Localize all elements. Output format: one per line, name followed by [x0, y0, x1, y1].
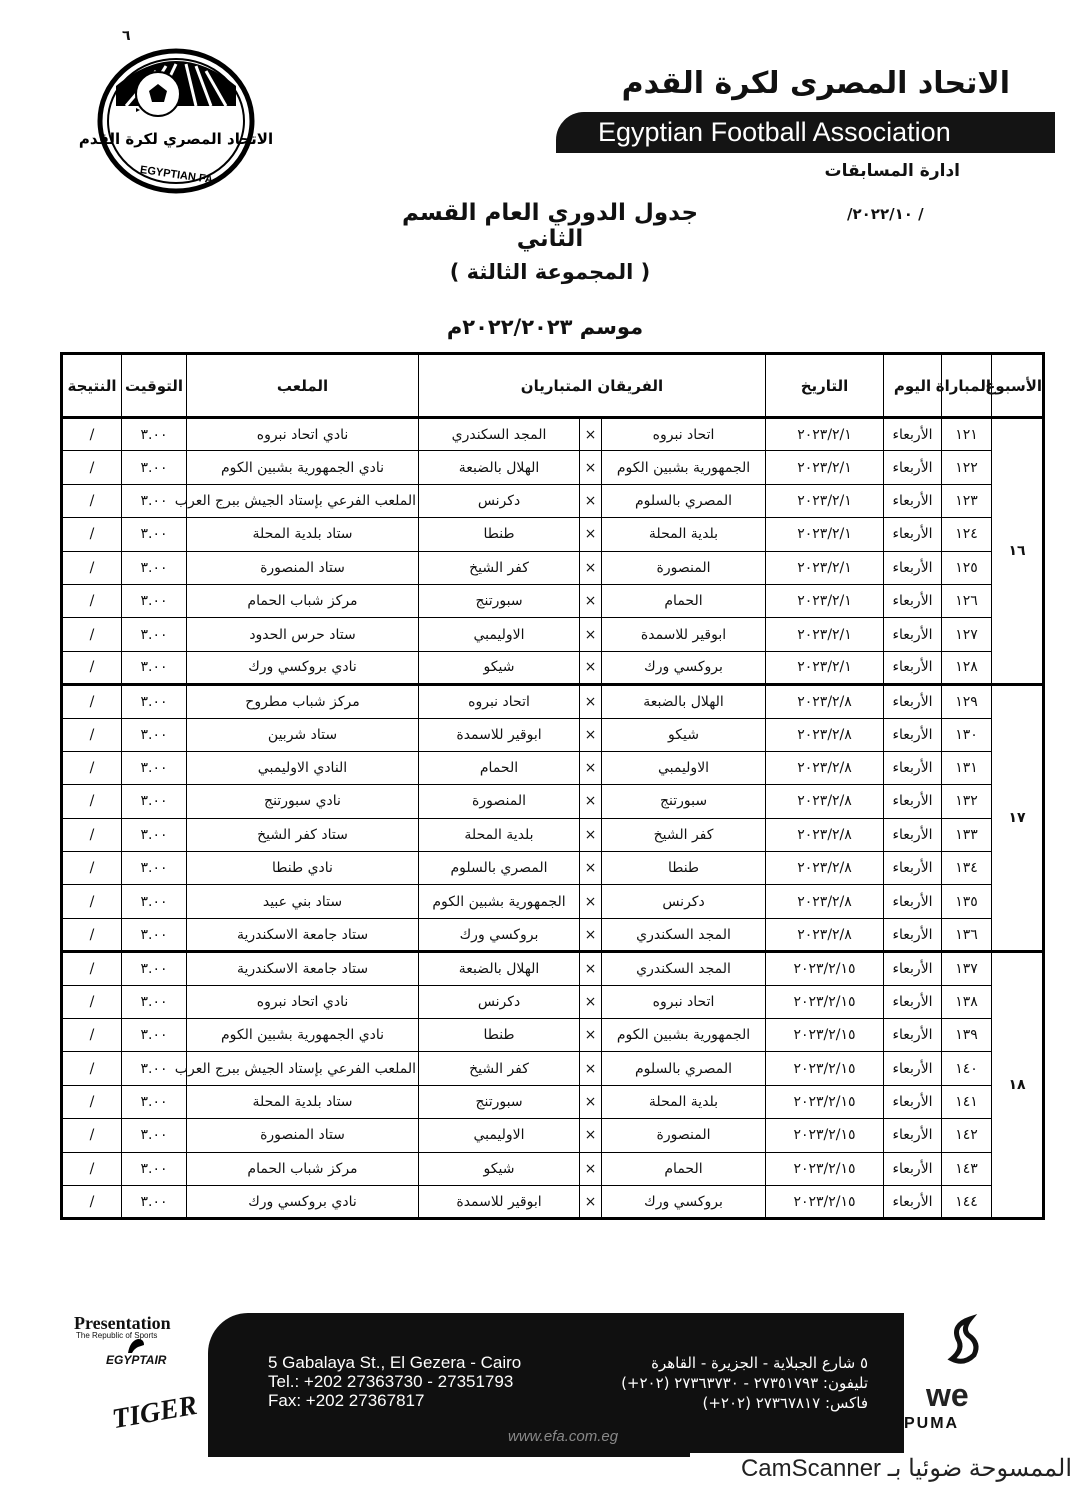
home-team: المجد السكندري [602, 952, 766, 985]
table-row [62, 484, 1044, 517]
match-time: ٣.٠٠ [122, 1019, 187, 1052]
address-en-line-3: Fax: +202 27367817 [268, 1391, 425, 1410]
match-number: ١٣٢ [942, 785, 992, 818]
vs-separator: × [580, 451, 602, 484]
away-team: سبورتنج [419, 1085, 580, 1118]
match-date: ٢٠٢٣/٢/١ [766, 651, 884, 684]
away-team: المنصورة [419, 785, 580, 818]
match-result: / [62, 451, 122, 484]
match-result: / [62, 718, 122, 751]
away-team: اتحاد نبروه [419, 685, 580, 718]
match-date: ٢٠٢٣/٢/٨ [766, 852, 884, 885]
document-date: / ٢٠٢٢/١٠/ [847, 205, 924, 223]
match-result: / [62, 651, 122, 684]
away-team: كفر الشيخ [419, 551, 580, 584]
away-team: بلدية المحلة [419, 818, 580, 851]
address-band [208, 1313, 1018, 1457]
table-row [62, 1152, 1044, 1185]
vs-separator: × [580, 1185, 602, 1218]
header-result: النتيجة [62, 354, 122, 418]
match-number: ١٢٨ [942, 651, 992, 684]
match-date: ٢٠٢٣/٢/١٥ [766, 1119, 884, 1152]
match-day: الأربعاء [884, 1085, 942, 1118]
match-date: ٢٠٢٣/٢/٨ [766, 918, 884, 951]
table-row [62, 852, 1044, 885]
match-day: الأربعاء [884, 618, 942, 651]
week-number: ١٨ [992, 952, 1044, 1219]
match-day: الأربعاء [884, 952, 942, 985]
match-number: ١٣٨ [942, 985, 992, 1018]
venue: نادي بروكسي ورك [187, 651, 419, 684]
federation-title-ar: الاتحاد المصرى لكرة القدم [621, 66, 1010, 101]
match-result: / [62, 885, 122, 918]
match-number: ١٣٠ [942, 718, 992, 751]
match-number: ١٣٤ [942, 852, 992, 885]
match-number: ١٢١ [942, 418, 992, 451]
venue: الملعب الفرعي بإستاد الجيش ببرج العرب [187, 1052, 419, 1085]
venue: ستاد بني عبيد [187, 885, 419, 918]
address-ar-line-3: فاكس: ٢٧٣٦٧٨١٧ (٢٠٢+) [702, 1394, 868, 1412]
match-date: ٢٠٢٣/٢/١٥ [766, 1185, 884, 1218]
we-logo: we [926, 1377, 969, 1413]
match-time: ٣.٠٠ [122, 484, 187, 517]
venue: ستاد بلدية المحلة [187, 1085, 419, 1118]
home-team: الجمهورية بشبين الكوم [602, 451, 766, 484]
address-en-line-1: 5 Gabalaya St., El Gezera - Cairo [268, 1353, 522, 1372]
match-date: ٢٠٢٣/٢/١ [766, 551, 884, 584]
away-team: الاوليمبي [419, 618, 580, 651]
home-team: الاوليمبي [602, 751, 766, 784]
page-number: ٦ [122, 28, 131, 44]
match-time: ٣.٠٠ [122, 785, 187, 818]
away-team: سبورتنج [419, 584, 580, 617]
home-team: المصري بالسلوم [602, 1052, 766, 1085]
home-team: الجمهورية بشبين الكوم [602, 1019, 766, 1052]
match-day: الأربعاء [884, 785, 942, 818]
presentation-logo: Presentation [74, 1313, 171, 1333]
match-number: ١٢٩ [942, 685, 992, 718]
match-result: / [62, 418, 122, 451]
vs-separator: × [580, 918, 602, 951]
match-time: ٣.٠٠ [122, 551, 187, 584]
match-result: / [62, 484, 122, 517]
home-team: ابوقير للاسمدة [602, 618, 766, 651]
match-day: الأربعاء [884, 751, 942, 784]
match-result: / [62, 952, 122, 985]
vs-separator: × [580, 751, 602, 784]
home-team: بلدية المحلة [602, 518, 766, 551]
match-number: ١٢٢ [942, 451, 992, 484]
match-day: الأربعاء [884, 484, 942, 517]
venue: ستاد بلدية المحلة [187, 518, 419, 551]
header-venue: الملعب [187, 354, 419, 418]
match-day: الأربعاء [884, 718, 942, 751]
efa-logo-icon [78, 46, 274, 196]
vs-separator: × [580, 818, 602, 851]
schedule-table [60, 352, 1045, 1220]
venue: ستاد كفر الشيخ [187, 818, 419, 851]
home-team: بروكسي ورك [602, 1185, 766, 1218]
venue: النادي الاوليمبي [187, 751, 419, 784]
match-day: الأربعاء [884, 451, 942, 484]
match-day: الأربعاء [884, 651, 942, 684]
match-time: ٣.٠٠ [122, 1085, 187, 1118]
match-result: / [62, 584, 122, 617]
away-team: المصري بالسلوم [419, 852, 580, 885]
away-team: شيكو [419, 651, 580, 684]
table-row [62, 551, 1044, 584]
address-ar-line-1: ٥ شارع الجبلاية - الجزيرة - القاهرة [651, 1354, 868, 1372]
away-team: المجد السكندري [419, 418, 580, 451]
header-day: اليوم [884, 354, 942, 418]
match-date: ٢٠٢٣/٢/٨ [766, 718, 884, 751]
venue: الملعب الفرعي بإستاد الجيش ببرج العرب [187, 484, 419, 517]
match-time: ٣.٠٠ [122, 618, 187, 651]
match-date: ٢٠٢٣/٢/١٥ [766, 1152, 884, 1185]
vs-separator: × [580, 551, 602, 584]
table-row [62, 785, 1044, 818]
match-result: / [62, 618, 122, 651]
home-team: الحمام [602, 584, 766, 617]
table-row [62, 751, 1044, 784]
match-day: الأربعاء [884, 584, 942, 617]
match-day: الأربعاء [884, 1185, 942, 1218]
match-time: ٣.٠٠ [122, 651, 187, 684]
match-time: ٣.٠٠ [122, 451, 187, 484]
match-number: ١٢٥ [942, 551, 992, 584]
away-team: بروكسي ورك [419, 918, 580, 951]
match-result: / [62, 985, 122, 1018]
match-date: ٢٠٢٣/٢/١٥ [766, 952, 884, 985]
vs-separator: × [580, 685, 602, 718]
match-result: / [62, 685, 122, 718]
vs-separator: × [580, 618, 602, 651]
away-team: شيكو [419, 1152, 580, 1185]
match-number: ١٣٣ [942, 818, 992, 851]
away-team: ابوقير للاسمدة [419, 1185, 580, 1218]
table-row [62, 685, 1044, 718]
header-week: الأسبوع [992, 354, 1044, 418]
we-symbol-icon [944, 1315, 984, 1375]
away-team: ابوقير للاسمدة [419, 718, 580, 751]
venue: ستاد حرس الحدود [187, 618, 419, 651]
match-result: / [62, 1085, 122, 1118]
venue: ستاد جامعة الاسكندرية [187, 952, 419, 985]
table-row [62, 518, 1044, 551]
venue: ستاد جامعة الاسكندرية [187, 918, 419, 951]
match-time: ٣.٠٠ [122, 751, 187, 784]
match-time: ٣.٠٠ [122, 952, 187, 985]
table-row [62, 985, 1044, 1018]
table-row [62, 1085, 1044, 1118]
match-number: ١٣٥ [942, 885, 992, 918]
camscanner-watermark: الممسوحة ضوئيا بـ CamScanner [690, 1453, 1080, 1485]
vs-separator: × [580, 1052, 602, 1085]
match-number: ١٣٦ [942, 918, 992, 951]
vs-separator: × [580, 1152, 602, 1185]
match-date: ٢٠٢٣/٢/١ [766, 451, 884, 484]
home-team: كفر الشيخ [602, 818, 766, 851]
table-row [62, 651, 1044, 684]
away-team: الجمهورية بشبين الكوم [419, 885, 580, 918]
match-result: / [62, 852, 122, 885]
match-day: الأربعاء [884, 852, 942, 885]
venue: مركز شباب مطروح [187, 685, 419, 718]
vs-separator: × [580, 1019, 602, 1052]
header-teams: الفريقان المتباريان [419, 354, 766, 418]
home-team: الحمام [602, 1152, 766, 1185]
venue: نادي بروكسي ورك [187, 1185, 419, 1218]
table-row [62, 584, 1044, 617]
table-row [62, 718, 1044, 751]
match-time: ٣.٠٠ [122, 718, 187, 751]
match-day: الأربعاء [884, 1152, 942, 1185]
table-row [62, 885, 1044, 918]
match-time: ٣.٠٠ [122, 852, 187, 885]
away-team: دكرنس [419, 985, 580, 1018]
match-date: ٢٠٢٣/٢/١٥ [766, 1085, 884, 1118]
match-time: ٣.٠٠ [122, 1152, 187, 1185]
home-team: شيكو [602, 718, 766, 751]
table-row [62, 418, 1044, 451]
vs-separator: × [580, 584, 602, 617]
match-time: ٣.٠٠ [122, 685, 187, 718]
match-day: الأربعاء [884, 1019, 942, 1052]
table-row [62, 618, 1044, 651]
match-date: ٢٠٢٣/٢/٨ [766, 885, 884, 918]
match-day: الأربعاء [884, 885, 942, 918]
table-row [62, 918, 1044, 951]
match-number: ١٢٧ [942, 618, 992, 651]
away-team: الحمام [419, 751, 580, 784]
presentation-subtitle: The Republic of Sports [76, 1331, 158, 1340]
home-team: المنصورة [602, 1119, 766, 1152]
address-en [268, 1353, 521, 1410]
svg-text:الاتحاد المصري لكرة القدم: الاتحاد المصري لكرة القدم [78, 130, 274, 148]
venue: ستاد شربين [187, 718, 419, 751]
away-team: الاوليمبي [419, 1119, 580, 1152]
vs-separator: × [580, 952, 602, 985]
match-day: الأربعاء [884, 685, 942, 718]
match-day: الأربعاء [884, 818, 942, 851]
vs-separator: × [580, 1085, 602, 1118]
match-time: ٣.٠٠ [122, 1052, 187, 1085]
header-time: التوقيت [122, 354, 187, 418]
vs-separator: × [580, 484, 602, 517]
match-time: ٣.٠٠ [122, 584, 187, 617]
match-date: ٢٠٢٣/٢/١٥ [766, 1052, 884, 1085]
match-result: / [62, 818, 122, 851]
match-date: ٢٠٢٣/٢/١ [766, 584, 884, 617]
match-day: الأربعاء [884, 518, 942, 551]
vs-separator: × [580, 518, 602, 551]
match-time: ٣.٠٠ [122, 918, 187, 951]
header-match: المباراة [942, 354, 992, 418]
match-number: ١٣٧ [942, 952, 992, 985]
match-result: / [62, 1019, 122, 1052]
home-team: طنطا [602, 852, 766, 885]
match-result: / [62, 785, 122, 818]
egyptair-logo: EGYPTAIR [106, 1353, 167, 1367]
match-date: ٢٠٢٣/٢/٨ [766, 685, 884, 718]
away-team: طنطا [419, 518, 580, 551]
venue: ستاد المنصورة [187, 1119, 419, 1152]
website-link[interactable]: www.efa.com.eg [508, 1428, 619, 1445]
table-header-row [62, 354, 1044, 418]
match-number: ١٤٤ [942, 1185, 992, 1218]
match-time: ٣.٠٠ [122, 518, 187, 551]
venue: مركز شباب الحمام [187, 1152, 419, 1185]
match-number: ١٢٦ [942, 584, 992, 617]
week-number: ١٧ [992, 685, 1044, 952]
footer [28, 1305, 1050, 1457]
match-result: / [62, 751, 122, 784]
match-result: / [62, 1185, 122, 1218]
match-day: الأربعاء [884, 918, 942, 951]
match-result: / [62, 551, 122, 584]
match-day: الأربعاء [884, 551, 942, 584]
match-result: / [62, 1052, 122, 1085]
schedule-title: جدول الدوري العام القسم الثاني [401, 200, 699, 252]
match-time: ٣.٠٠ [122, 418, 187, 451]
vs-separator: × [580, 852, 602, 885]
tiger-logo: TIGER [109, 1389, 200, 1436]
table-row [62, 1119, 1044, 1152]
match-date: ٢٠٢٣/٢/١ [766, 484, 884, 517]
home-team: دكرنس [602, 885, 766, 918]
match-day: الأربعاء [884, 1119, 942, 1152]
address-ar [621, 1353, 868, 1413]
venue: نادي اتحاد نبروه [187, 985, 419, 1018]
away-team: طنطا [419, 1019, 580, 1052]
venue: ستاد المنصورة [187, 551, 419, 584]
match-time: ٣.٠٠ [122, 818, 187, 851]
match-day: الأربعاء [884, 985, 942, 1018]
venue: مركز شباب الحمام [187, 584, 419, 617]
home-team: بلدية المحلة [602, 1085, 766, 1118]
home-team: اتحاد نبروه [602, 985, 766, 1018]
sponsor-panel [28, 1305, 208, 1457]
vs-separator: × [580, 985, 602, 1018]
venue: نادي طنطا [187, 852, 419, 885]
match-number: ١٤٣ [942, 1152, 992, 1185]
home-team: الهلال بالضبعة [602, 685, 766, 718]
venue: نادي اتحاد نبروه [187, 418, 419, 451]
address-ar-line-2: تليفون: ٢٧٣٥١٧٩٣ - ٢٧٣٦٣٧٣٠ (٢٠٢+) [621, 1374, 868, 1392]
match-date: ٢٠٢٣/٢/٨ [766, 751, 884, 784]
match-time: ٣.٠٠ [122, 1119, 187, 1152]
table-row [62, 818, 1044, 851]
match-number: ١٣١ [942, 751, 992, 784]
vs-separator: × [580, 718, 602, 751]
table-row [62, 952, 1044, 985]
match-date: ٢٠٢٣/٢/١٥ [766, 985, 884, 1018]
vs-separator: × [580, 651, 602, 684]
match-number: ١٤٠ [942, 1052, 992, 1085]
match-date: ٢٠٢٣/٢/١ [766, 418, 884, 451]
vs-separator: × [580, 785, 602, 818]
address-en-line-2: Tel.: +202 27363730 - 27351793 [268, 1372, 514, 1391]
match-number: ١٣٩ [942, 1019, 992, 1052]
match-date: ٢٠٢٣/٢/١ [766, 618, 884, 651]
header-date: التاريخ [766, 354, 884, 418]
vs-separator: × [580, 1119, 602, 1152]
home-team: اتحاد نبروه [602, 418, 766, 451]
home-team: بروكسي ورك [602, 651, 766, 684]
puma-logo: PUMA [904, 1415, 960, 1432]
match-day: الأربعاء [884, 418, 942, 451]
we-sponsor-panel [904, 1305, 1050, 1457]
match-number: ١٤٢ [942, 1119, 992, 1152]
home-team: المصري بالسلوم [602, 484, 766, 517]
match-result: / [62, 918, 122, 951]
home-team: سبورتنج [602, 785, 766, 818]
match-number: ١٢٣ [942, 484, 992, 517]
table-row [62, 1052, 1044, 1085]
match-result: / [62, 1119, 122, 1152]
season-title: موسم ٢٠٢٢/٢٠٢٣م [446, 315, 644, 339]
home-team: المجد السكندري [602, 918, 766, 951]
group-title: ( المجموعة الثالثة ) [449, 260, 651, 284]
match-date: ٢٠٢٣/٢/٨ [766, 785, 884, 818]
department-label: ادارة المسابقات [824, 161, 960, 181]
match-day: الأربعاء [884, 1052, 942, 1085]
match-result: / [62, 1152, 122, 1185]
away-team: كفر الشيخ [419, 1052, 580, 1085]
svg-text:EGYPTIAN FA: EGYPTIAN FA [139, 163, 214, 187]
match-time: ٣.٠٠ [122, 1185, 187, 1218]
away-team: الهلال بالضبعة [419, 451, 580, 484]
home-team: المنصورة [602, 551, 766, 584]
vs-separator: × [580, 885, 602, 918]
match-number: ١٤١ [942, 1085, 992, 1118]
vs-separator: × [580, 418, 602, 451]
federation-title-en: Egyptian Football Association [556, 112, 1055, 153]
match-number: ١٢٤ [942, 518, 992, 551]
venue: نادي الجمهورية بشبين الكوم [187, 1019, 419, 1052]
table-row [62, 1185, 1044, 1218]
week-number: ١٦ [992, 418, 1044, 685]
venue: نادي سبورتنج [187, 785, 419, 818]
match-time: ٣.٠٠ [122, 885, 187, 918]
away-team: الهلال بالضبعة [419, 952, 580, 985]
table-row [62, 1019, 1044, 1052]
venue: نادي الجمهورية بشبين الكوم [187, 451, 419, 484]
match-date: ٢٠٢٣/٢/١ [766, 518, 884, 551]
match-time: ٣.٠٠ [122, 985, 187, 1018]
match-date: ٢٠٢٣/٢/٨ [766, 818, 884, 851]
match-date: ٢٠٢٣/٢/١٥ [766, 1019, 884, 1052]
table-row [62, 451, 1044, 484]
away-team: دكرنس [419, 484, 580, 517]
match-result: / [62, 518, 122, 551]
